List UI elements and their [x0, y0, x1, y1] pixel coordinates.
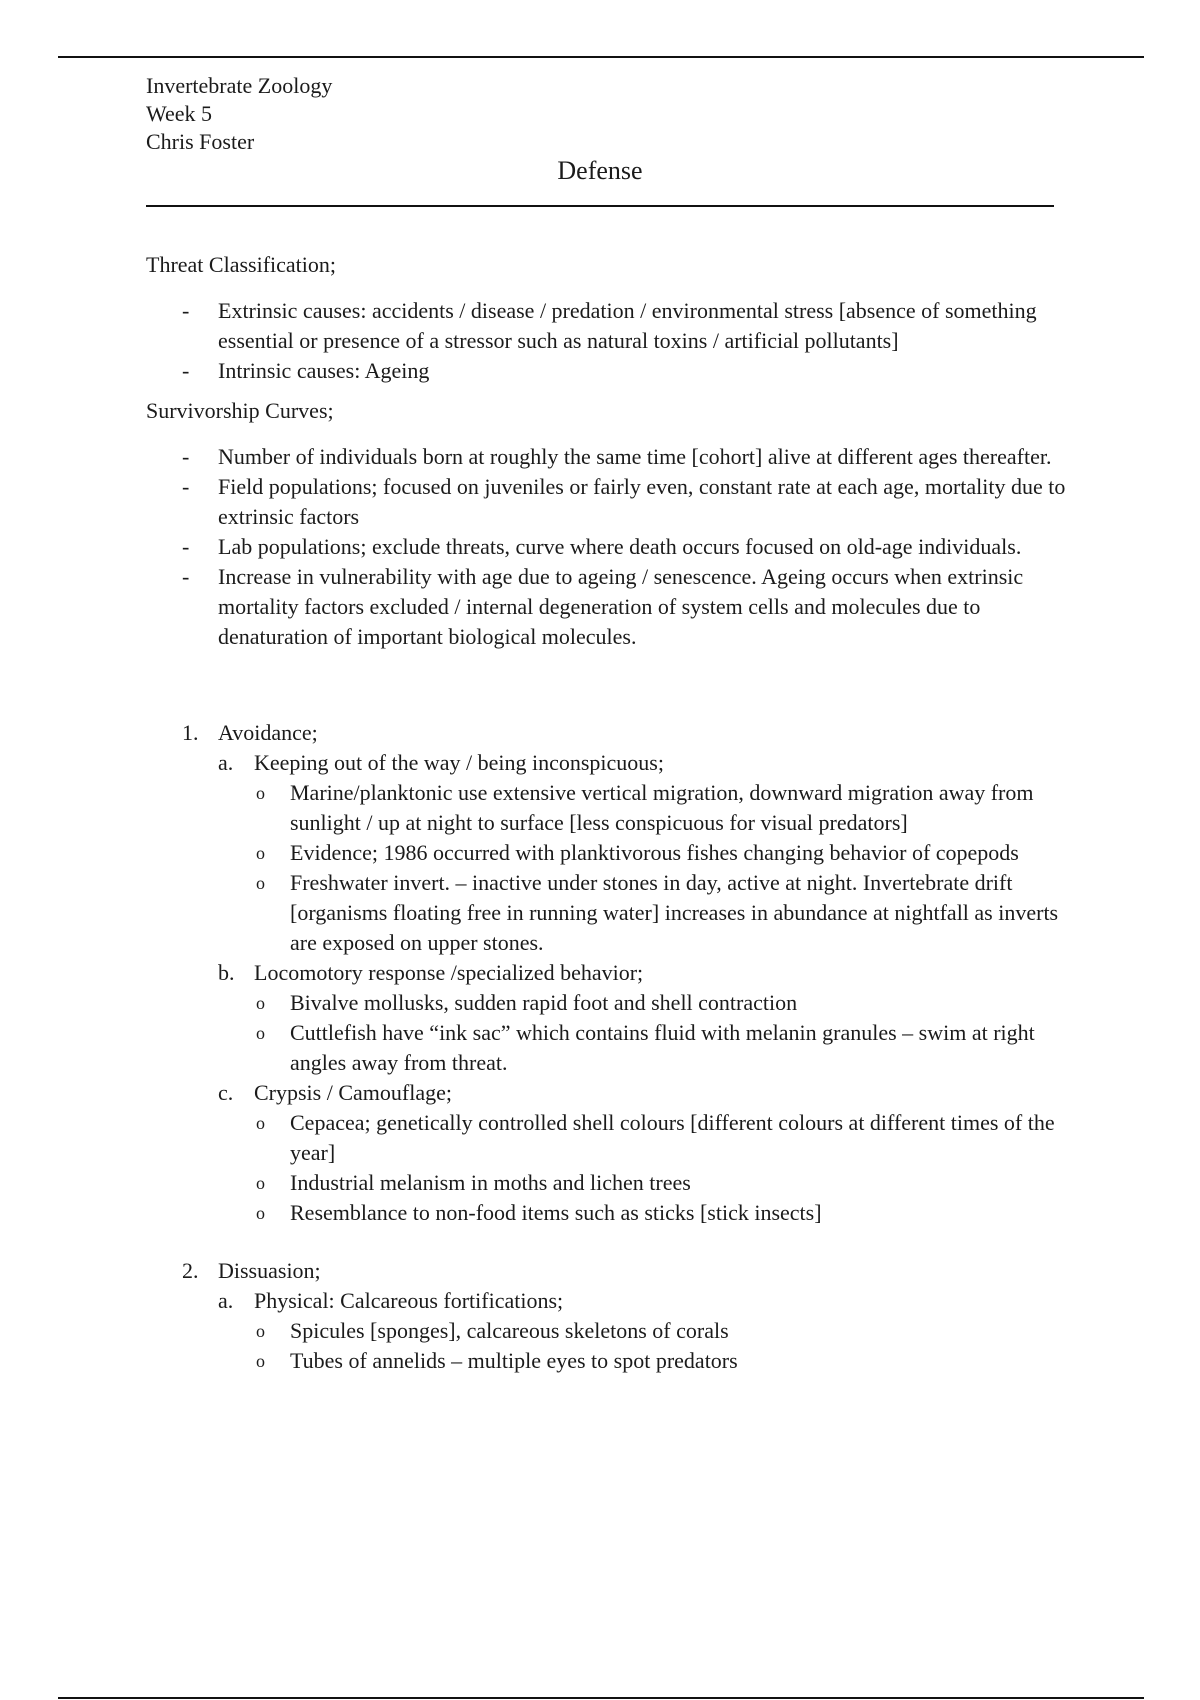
threat-classification-heading: Threat Classification;: [146, 252, 336, 277]
threat-list: [146, 296, 1066, 386]
subsection-list: [218, 1286, 1066, 1376]
point-item: [254, 1346, 1066, 1376]
circle-bullet-icon: o: [256, 783, 265, 803]
subsection-label: Crypsis / Camouflage;: [254, 1080, 452, 1105]
point-text: Resemblance to non-food items such as sticks [stick insects]: [290, 1200, 822, 1225]
document-header: [146, 72, 332, 156]
author-name: Chris Foster: [146, 129, 255, 154]
list-item: [146, 356, 1066, 386]
point-text: Tubes of annelids – multiple eyes to spot predators: [290, 1348, 738, 1373]
outline-section-avoidance: [146, 718, 1066, 1228]
list-item-text: Intrinsic causes: Ageing: [218, 358, 430, 383]
point-item: [254, 868, 1066, 958]
point-item: [254, 838, 1066, 868]
list-item-text: Lab populations; exclude threats, curve where death occurs focused on old-age individuals.: [218, 534, 1022, 559]
point-text: Bivalve mollusks, sudden rapid foot and shell contraction: [290, 990, 798, 1015]
point-list: [254, 1108, 1066, 1228]
circle-bullet-icon: o: [256, 993, 265, 1013]
circle-bullet-icon: o: [256, 1203, 265, 1223]
subsection-letter: a.: [218, 1288, 234, 1313]
circle-bullet-icon: o: [256, 873, 265, 893]
week-label: Week 5: [146, 101, 213, 126]
list-item: [146, 532, 1066, 562]
dash-bullet: -: [182, 564, 190, 589]
subsection-letter: b.: [218, 960, 235, 985]
list-item: [146, 296, 1066, 356]
point-text: Industrial melanism in moths and lichen trees: [290, 1170, 691, 1195]
subsection-label: Locomotory response /specialized behavior;: [254, 960, 644, 985]
point-list: [254, 778, 1066, 958]
section-label: Dissuasion;: [218, 1258, 321, 1283]
subsection-letter: a.: [218, 750, 234, 775]
list-item: [146, 472, 1066, 532]
list-item-text: Field populations; focused on juveniles or fairly even, constant rate at each age, mortality due to extrinsic factors: [218, 474, 1066, 529]
point-item: [254, 1168, 1066, 1198]
title-underline-rule: [146, 205, 1054, 207]
survivorship-curves-heading: Survivorship Curves;: [146, 398, 334, 423]
document-body: [146, 250, 1066, 1376]
dash-bullet: -: [182, 358, 190, 383]
subsection-label: Keeping out of the way / being inconspicuous;: [254, 750, 664, 775]
subsection-letter: c.: [218, 1080, 234, 1105]
course-name: Invertebrate Zoology: [146, 73, 333, 98]
circle-bullet-icon: o: [256, 1173, 265, 1193]
dash-bullet: -: [182, 444, 190, 469]
point-text: Marine/planktonic use extensive vertical migration, downward migration away from sunlight / up at night to surface [less conspicuous for visual predators]: [290, 780, 1034, 835]
point-item: [254, 1018, 1066, 1078]
subsection-item: [218, 1078, 1066, 1228]
page-bottom-rule: [58, 1697, 1144, 1699]
page-top-rule: [58, 56, 1144, 58]
section-number: 1.: [182, 720, 199, 745]
point-item: [254, 988, 1066, 1018]
list-item-text: Extrinsic causes: accidents / disease / predation / environmental stress [absence of something essential or presence of a stressor such as natural toxins / artificial pollutants]: [218, 298, 1037, 353]
point-list: [254, 988, 1066, 1078]
point-item: [254, 1108, 1066, 1168]
list-item-text: Number of individuals born at roughly the same time [cohort] alive at different ages thereafter.: [218, 444, 1052, 469]
dash-bullet: -: [182, 534, 190, 559]
point-text: Evidence; 1986 occurred with planktivorous fishes changing behavior of copepods: [290, 840, 1019, 865]
point-text: Cuttlefish have “ink sac” which contains fluid with melanin granules – swim at right angles away from threat.: [290, 1020, 1035, 1075]
list-item-text: Increase in vulnerability with age due to ageing / senescence. Ageing occurs when extrinsic mortality factors excluded / internal degeneration of system cells and molecules due to denaturation of important biological molecules.: [218, 564, 1024, 649]
section-number: 2.: [182, 1258, 199, 1283]
circle-bullet-icon: o: [256, 843, 265, 863]
outline-section-dissuasion: [146, 1256, 1066, 1376]
subsection-label: Physical: Calcareous fortifications;: [254, 1288, 564, 1313]
subsection-item: [218, 1286, 1066, 1376]
dash-bullet: -: [182, 298, 190, 323]
subsection-item: [218, 958, 1066, 1078]
circle-bullet-icon: o: [256, 1113, 265, 1133]
circle-bullet-icon: o: [256, 1023, 265, 1043]
dash-bullet: -: [182, 474, 190, 499]
point-item: [254, 1316, 1066, 1346]
circle-bullet-icon: o: [256, 1321, 265, 1341]
point-item: [254, 1198, 1066, 1228]
circle-bullet-icon: o: [256, 1351, 265, 1371]
point-text: Freshwater invert. – inactive under stones in day, active at night. Invertebrate drift [organisms floating free in running water] increases in abundance at nightfall as inverts are exposed on upper stones.: [290, 870, 1059, 955]
list-item: [146, 562, 1066, 652]
point-text: Cepacea; genetically controlled shell colours [different colours at different times of the year]: [290, 1110, 1055, 1165]
section-label: Avoidance;: [218, 720, 318, 745]
point-list: [254, 1316, 1066, 1376]
subsection-list: [218, 748, 1066, 1228]
subsection-item: [218, 748, 1066, 958]
point-item: [254, 778, 1066, 838]
document-title: Defense: [557, 156, 643, 185]
point-text: Spicules [sponges], calcareous skeletons of corals: [290, 1318, 729, 1343]
list-item: [146, 442, 1066, 472]
defense-outline: [146, 718, 1066, 1376]
survivorship-list: [146, 442, 1066, 652]
